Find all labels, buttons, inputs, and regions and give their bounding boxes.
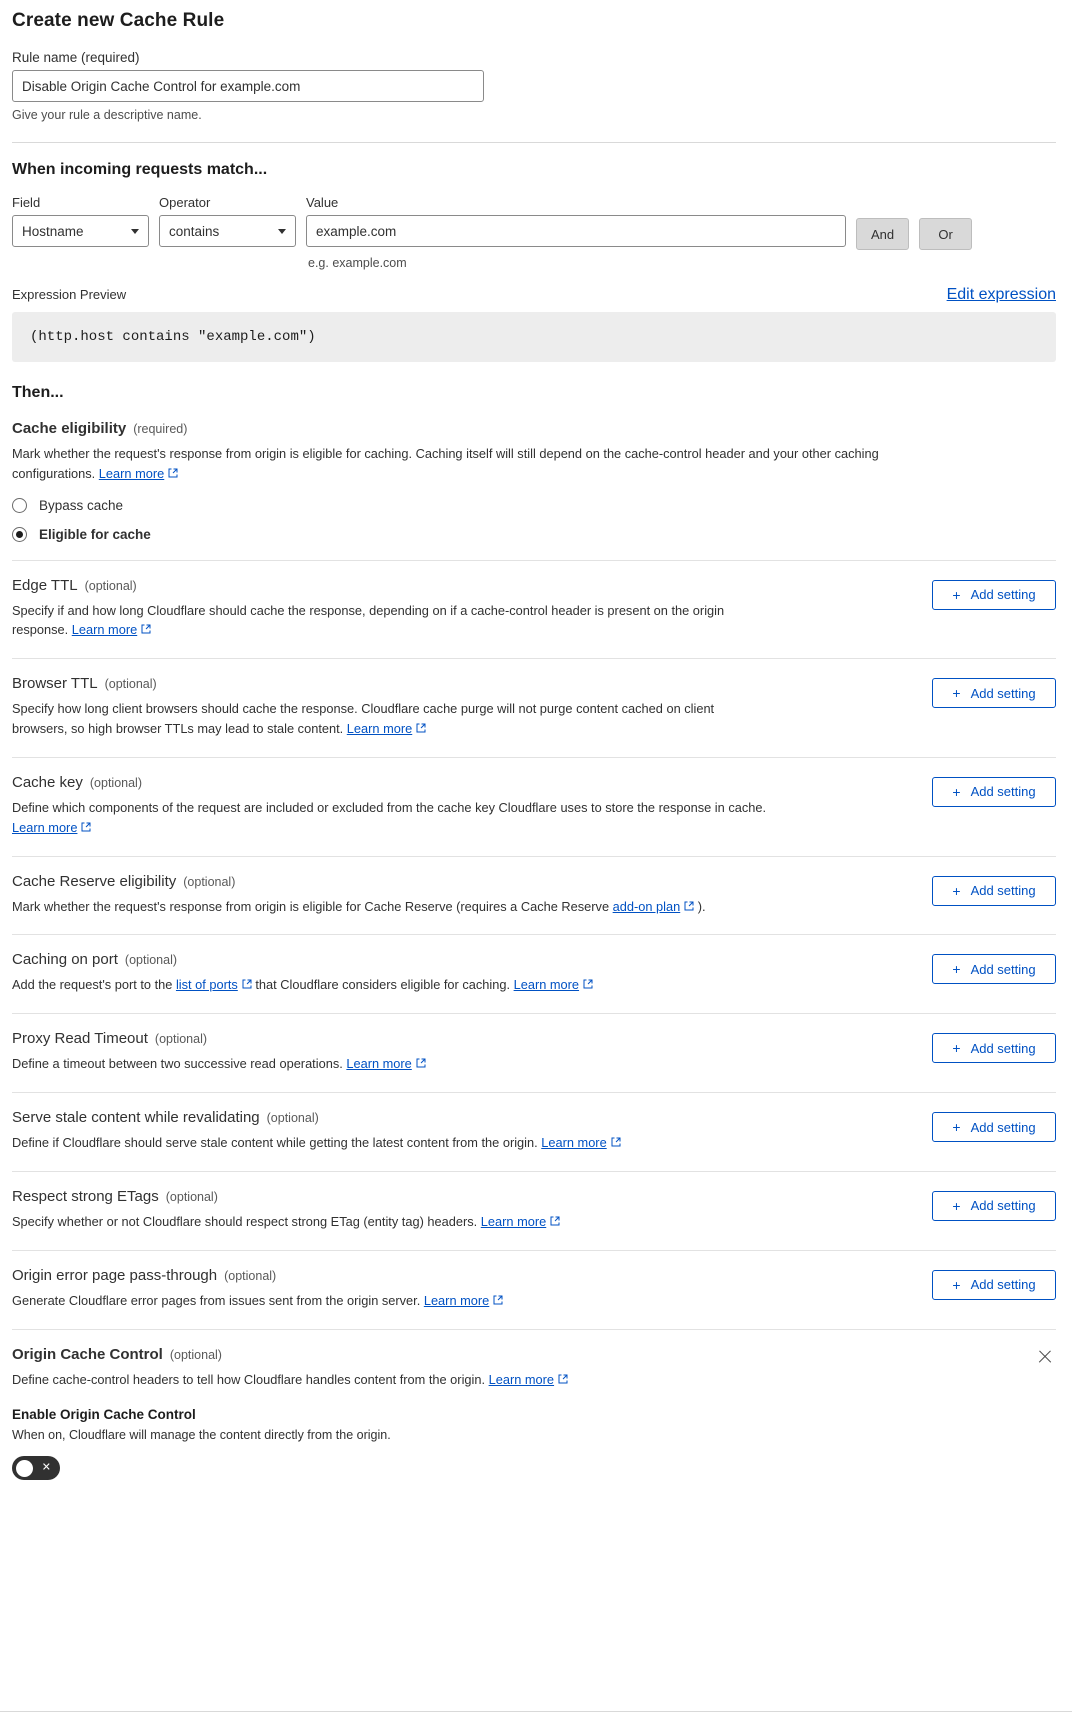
divider-1 (12, 658, 1056, 659)
learn-more-link-serve-stale[interactable]: Learn more (541, 1135, 607, 1151)
then-heading: Then... (12, 384, 64, 401)
value-column (306, 195, 846, 247)
setting-desc-caching-on-port (12, 975, 772, 995)
or-button[interactable]: Or (919, 218, 972, 250)
rule-name-input[interactable]: Disable Origin Cache Control for example.com (12, 70, 484, 102)
add-setting-label: Add setting (970, 1277, 1036, 1293)
value-hint: e.g. example.com (308, 256, 407, 270)
field-label: Field (12, 195, 41, 210)
setting-desc-cache-key (12, 798, 772, 838)
setting-serve-stale-content (12, 1109, 1056, 1171)
setting-desc-proxy-read-timeout (12, 1054, 772, 1074)
setting-desc-text-edge-ttl: Specify if and how long Cloudflare should cache the response, depending on if a cache-control header is present on the origin response. (12, 602, 725, 638)
setting-name-edge-ttl: Edge TTL (12, 576, 78, 594)
setting-desc-text-serve-stale: Define if Cloudflare should serve stale content while getting the latest content from the origin. (12, 1135, 538, 1151)
plus-icon: + (952, 882, 961, 899)
add-setting-label: Add setting (970, 685, 1036, 701)
add-setting-button-serve-stale[interactable] (932, 1112, 1056, 1142)
add-setting-label: Add setting (970, 587, 1036, 603)
setting-name-proxy-read-timeout: Proxy Read Timeout (12, 1030, 148, 1048)
setting-optional-origin-cache-control: (optional) (169, 1347, 222, 1362)
expression-preview-box: (http.host contains "example.com") (12, 312, 1056, 362)
rule-name-group (12, 50, 1056, 122)
match-heading: When incoming requests match... (12, 161, 268, 178)
setting-name-origin-cache-control: Origin Cache Control (12, 1345, 163, 1363)
plus-icon: + (952, 586, 961, 603)
setting-name-caching-on-port: Caching on port (12, 951, 118, 969)
add-setting-label: Add setting (970, 784, 1036, 800)
divider-8 (12, 1250, 1056, 1251)
operator-column (159, 195, 296, 247)
operator-select[interactable] (159, 215, 296, 247)
divider-0 (12, 560, 1056, 561)
add-setting-button-proxy-read-timeout[interactable] (932, 1033, 1056, 1063)
add-setting-label: Add setting (970, 1198, 1036, 1214)
setting-optional-caching-on-port: (optional) (124, 953, 178, 968)
list-of-ports-link[interactable]: list of ports (175, 977, 238, 993)
setting-browser-ttl (12, 675, 1056, 757)
divider-2 (12, 757, 1056, 758)
operator-label: Operator (159, 195, 211, 210)
value-input[interactable]: example.com (306, 215, 846, 247)
setting-optional-cache-key: (optional) (89, 775, 142, 790)
plus-icon: + (952, 783, 961, 800)
cache-eligibility-learn-more-link[interactable]: Learn more (98, 465, 165, 481)
divider-4 (12, 934, 1056, 935)
setting-optional-serve-stale: (optional) (266, 1111, 319, 1126)
add-setting-button-cache-key[interactable] (932, 777, 1056, 807)
external-link-icon (493, 1295, 503, 1305)
setting-desc-text-cache-key: Define which components of the request are included or excluded from the cache key Cloudflare uses to store the response in cache. (12, 799, 767, 815)
add-setting-button-caching-on-port[interactable] (932, 954, 1056, 984)
plus-icon: + (952, 1119, 961, 1136)
divider-5 (12, 1013, 1056, 1014)
add-setting-button-edge-ttl[interactable] (932, 580, 1056, 610)
cache-eligibility-section (12, 420, 1056, 560)
setting-desc-text-caching-on-port: Add the request's port to the (12, 977, 173, 993)
learn-more-link-proxy-read-timeout[interactable]: Learn more (346, 1056, 412, 1072)
setting-optional-edge-ttl: (optional) (84, 578, 137, 593)
cache-eligibility-name: Cache eligibility (12, 420, 127, 437)
external-link-icon (558, 1374, 568, 1384)
setting-proxy-read-timeout (12, 1030, 1056, 1092)
and-button[interactable]: And (856, 218, 909, 250)
add-on-plan-link[interactable]: add-on plan (612, 898, 681, 914)
radio-bypass-cache[interactable] (12, 498, 1056, 513)
external-link-icon (81, 822, 91, 832)
setting-desc-text-origin-error: Generate Cloudflare error pages from issues sent from the origin server. (12, 1292, 421, 1308)
cache-eligibility-desc (12, 444, 942, 484)
setting-desc-after-caching-on-port: that Cloudflare considers eligible for caching. (255, 977, 511, 993)
cache-eligibility-required: (required) (133, 422, 188, 436)
divider-6 (12, 1092, 1056, 1093)
setting-desc-text-proxy-read-timeout: Define a timeout between two successive read operations. (12, 1056, 343, 1072)
cache-eligibility-head (12, 420, 1056, 437)
divider-9 (12, 1329, 1056, 1330)
setting-name-origin-error: Origin error page pass-through (12, 1266, 218, 1284)
divider-3 (12, 856, 1056, 857)
enable-origin-cache-control-toggle[interactable] (12, 1456, 60, 1480)
setting-desc-browser-ttl (12, 699, 772, 739)
add-setting-button-etags[interactable] (932, 1191, 1056, 1221)
setting-name-browser-ttl: Browser TTL (12, 675, 98, 693)
setting-optional-etags: (optional) (165, 1189, 218, 1204)
learn-more-link-origin-cache-control[interactable]: Learn more (488, 1371, 555, 1387)
cache-eligibility-desc-text: Mark whether the request's response from origin is eligible for caching. Caching itself will still depend on the cache-control header and your other caching configurations. (12, 446, 879, 481)
divider-7 (12, 1171, 1056, 1172)
expression-preview-label: Expression Preview (12, 287, 127, 302)
page-title: Create new Cache Rule (12, 10, 225, 31)
edit-expression-link[interactable]: Edit expression (946, 286, 1056, 303)
setting-optional-browser-ttl: (optional) (104, 677, 157, 692)
setting-optional-origin-error: (optional) (224, 1268, 277, 1283)
add-setting-label: Add setting (970, 961, 1036, 977)
external-link-icon (684, 901, 694, 911)
external-link-icon (583, 979, 593, 989)
setting-desc-text-origin-cache-control: Define cache-control headers to tell how Cloudflare handles content from the origin. (12, 1371, 486, 1387)
add-setting-label: Add setting (970, 883, 1036, 899)
learn-more-link-caching-on-port[interactable]: Learn more (513, 977, 580, 993)
chevron-down-icon (278, 229, 286, 234)
setting-caching-on-port (12, 951, 1056, 1013)
expression-header (12, 286, 1056, 304)
external-link-icon (416, 1058, 426, 1068)
setting-cache-reserve-eligibility (12, 873, 1056, 935)
operator-select-value: contains (169, 223, 220, 239)
plus-icon: + (952, 961, 961, 978)
setting-desc-cache-reserve (12, 897, 772, 917)
setting-name-cache-reserve: Cache Reserve eligibility (12, 872, 177, 890)
add-setting-button-cache-reserve[interactable] (932, 876, 1056, 906)
toggle-off-icon: ✕ (41, 1461, 51, 1474)
setting-desc-text-browser-ttl: Specify how long client browsers should cache the response. Cloudflare cache purge will not purge content cached on client browsers, so high browser TTLs may lead to stale content. (12, 701, 715, 737)
chevron-down-icon (131, 229, 139, 234)
add-setting-label: Add setting (970, 1119, 1036, 1135)
external-link-icon (550, 1216, 560, 1226)
setting-respect-strong-etags (12, 1188, 1056, 1250)
external-link-icon (416, 723, 426, 733)
setting-desc-text-cache-reserve: Mark whether the request's response from origin is eligible for Cache Reserve (requires a Cache Reserve (12, 898, 610, 914)
learn-more-link-browser-ttl[interactable]: Learn more (346, 721, 413, 737)
plus-icon: + (952, 1197, 961, 1214)
rule-name-label: Rule name (required) (12, 50, 140, 65)
add-setting-label: Add setting (970, 1040, 1036, 1056)
plus-icon: + (952, 685, 961, 702)
external-link-icon (611, 1137, 621, 1147)
learn-more-link-edge-ttl[interactable]: Learn more (71, 622, 138, 638)
add-setting-button-browser-ttl[interactable] (932, 678, 1056, 708)
field-select-value: Hostname (22, 223, 84, 239)
enable-origin-cache-control-label: Enable Origin Cache Control (12, 1407, 196, 1423)
setting-desc-origin-error (12, 1291, 772, 1311)
setting-name-serve-stale: Serve stale content while revalidating (12, 1109, 260, 1127)
setting-desc-etags (12, 1212, 772, 1232)
learn-more-link-origin-error[interactable]: Learn more (423, 1292, 490, 1308)
remove-origin-cache-control-button[interactable] (1034, 1346, 1056, 1368)
setting-edge-ttl (12, 577, 1056, 659)
external-link-icon (168, 468, 178, 478)
setting-name-etags: Respect strong ETags (12, 1187, 159, 1205)
setting-desc-edge-ttl (12, 601, 772, 641)
add-setting-button-origin-error[interactable] (932, 1270, 1056, 1300)
enable-origin-cache-control-desc: When on, Cloudflare will manage the content directly from the origin. (12, 1428, 391, 1443)
toggle-knob (16, 1460, 33, 1477)
setting-desc-origin-cache-control (12, 1370, 568, 1390)
learn-more-link-cache-key[interactable]: Learn more (12, 819, 78, 835)
radio-label-eligible: Eligible for cache (39, 526, 151, 542)
external-link-icon (141, 624, 151, 634)
radio-label-bypass: Bypass cache (39, 497, 124, 513)
field-select[interactable] (12, 215, 149, 247)
learn-more-link-etags[interactable]: Learn more (480, 1213, 547, 1229)
radio-eligible-for-cache[interactable] (12, 527, 1056, 542)
radio-icon-eligible (12, 527, 27, 542)
value-label: Value (306, 195, 339, 210)
logic-buttons (856, 195, 972, 250)
radio-icon-bypass (12, 498, 27, 513)
external-link-icon (242, 979, 252, 989)
divider-after-rule-name (12, 142, 1056, 143)
setting-name-cache-key: Cache key (12, 773, 83, 791)
setting-desc-after-cache-reserve: ). (697, 898, 706, 914)
setting-origin-cache-control (12, 1346, 1056, 1499)
setting-cache-key (12, 774, 1056, 856)
field-column (12, 195, 149, 247)
setting-optional-cache-reserve: (optional) (183, 874, 236, 889)
match-row (12, 195, 1056, 250)
setting-desc-text-etags: Specify whether or not Cloudflare should respect strong ETag (entity tag) headers. (12, 1213, 478, 1229)
setting-optional-proxy-read-timeout: (optional) (154, 1032, 208, 1047)
plus-icon: + (952, 1276, 961, 1293)
rule-name-help: Give your rule a descriptive name. (12, 108, 202, 122)
plus-icon: + (952, 1040, 961, 1057)
create-cache-rule-page (0, 10, 1072, 1498)
setting-origin-error-page-pass-through (12, 1267, 1056, 1329)
setting-desc-serve-stale (12, 1133, 772, 1153)
